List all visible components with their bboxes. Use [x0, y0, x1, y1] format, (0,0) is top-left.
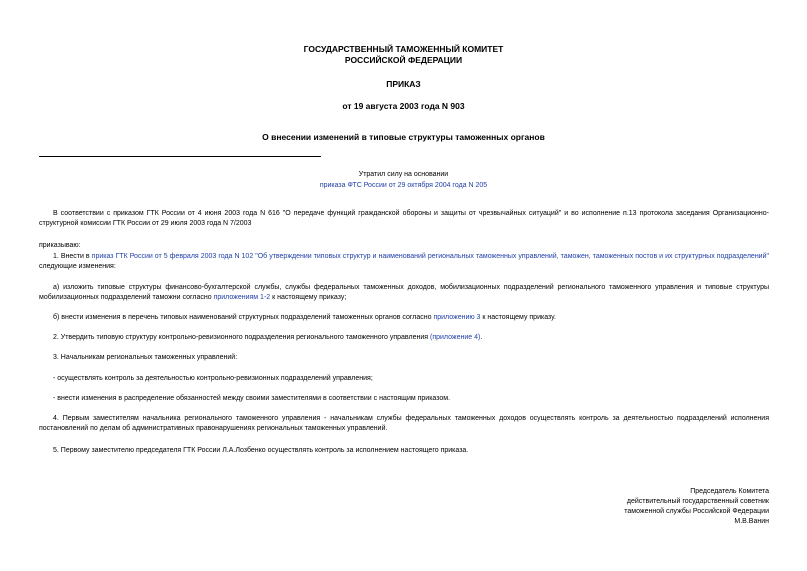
item-1a: [39, 283, 769, 303]
signature-name: М.В.Ванин: [734, 518, 769, 525]
item-3-dash-1: - осуществлять контроль за деятельностью контрольно-ревизионных подразделений управления;: [53, 375, 373, 382]
item-1a-suffix: к настоящему приказу;: [270, 294, 347, 301]
item-1-prefix: 1. Внести в: [53, 253, 92, 260]
appendix-3-link[interactable]: приложению 3: [433, 314, 481, 321]
item-1b: [39, 313, 769, 323]
org-name-line2: РОССИЙСКОЙ ФЕДЕРАЦИИ: [344, 55, 463, 65]
status-line: [0, 181, 807, 191]
item-1-suffix: следующие изменения:: [39, 263, 116, 270]
signature-block: [624, 487, 769, 527]
prikazyvayu: приказываю:: [39, 242, 81, 249]
item-3-dash-2: - внести изменения в распределение обязанностей между своими заместителями в соответствии с настоящим приказом.: [53, 395, 451, 402]
order-102-link[interactable]: приказ ГТК России от 5 февраля 2003 года N 102 "Об утверждении типовых структур и наименований региональных таможенных управлений, таможен, таможенных постов и их структурных подразделений": [91, 253, 769, 260]
repeal-order-link[interactable]: приказа ФТС России от 29 октября 2004 года N 205: [319, 182, 488, 189]
item-1a-text: а) изложить типовые структуры финансово-бухгалтерской службы, службы федеральных таможенных доходов, мобилизационных подразделений регионального таможенного управления и типовые структуры мобилизационных подразделений таможни согласно: [39, 284, 769, 301]
org-name-line1: ГОСУДАРСТВЕННЫЙ ТАМОЖЕННЫЙ КОМИТЕТ: [303, 44, 504, 54]
item-3: 3. Начальникам региональных таможенных управлений:: [53, 354, 238, 361]
intro-paragraph: В соответствии с приказом ГТК России от 4 июня 2003 года N 616 "О передаче функций гражданской обороны и защиты от чрезвычайных ситуаций" и во исполнение п.13 протокола заседания Организационно-структурной комиссии ГТК России от 29 июля 2003 года N 7/2003: [39, 210, 769, 227]
signature-line-1: Председатель Комитета: [690, 488, 769, 495]
item-1b-suffix: к настоящему приказу.: [480, 314, 556, 321]
doc-type: ПРИКАЗ: [386, 79, 421, 89]
item-1: [39, 252, 769, 272]
item-2-suffix: .: [480, 334, 483, 341]
item-4: 4. Первым заместителям начальника регионального таможенного управления - начальникам службы федеральных таможенных доходов осуществлять контроль за деятельностью подразделений исполнения постановлений по делам об административных правонарушениях региональных таможенных управлений.: [39, 415, 769, 432]
doc-date: от 19 августа 2003 года N 903: [342, 101, 465, 111]
item-2: [39, 333, 769, 343]
doc-title: О внесении изменений в типовые структуры таможенных органов: [262, 132, 545, 142]
item-1b-text: б) внести изменения в перечень типовых наименований структурных подразделений таможенных органов согласно: [53, 314, 434, 321]
separator-rule: [39, 156, 321, 157]
appendix-4-link[interactable]: (приложение 4): [429, 334, 481, 341]
item-5: 5. Первому заместителю председателя ГТК России Л.А.Лозбенко осуществлять контроль за исполнением настоящего приказа.: [53, 447, 469, 454]
status-text: Утратил силу на основании: [358, 171, 449, 178]
item-2-text: 2. Утвердить типовую структуру контрольно-ревизионного подразделения регионального таможенного управления: [53, 334, 430, 341]
appendix-1-2-link[interactable]: приложениям 1-2: [213, 294, 271, 301]
signature-line-3: таможенной службы Российской Федерации: [624, 508, 769, 515]
signature-line-2: действительный государственный советник: [626, 498, 769, 505]
